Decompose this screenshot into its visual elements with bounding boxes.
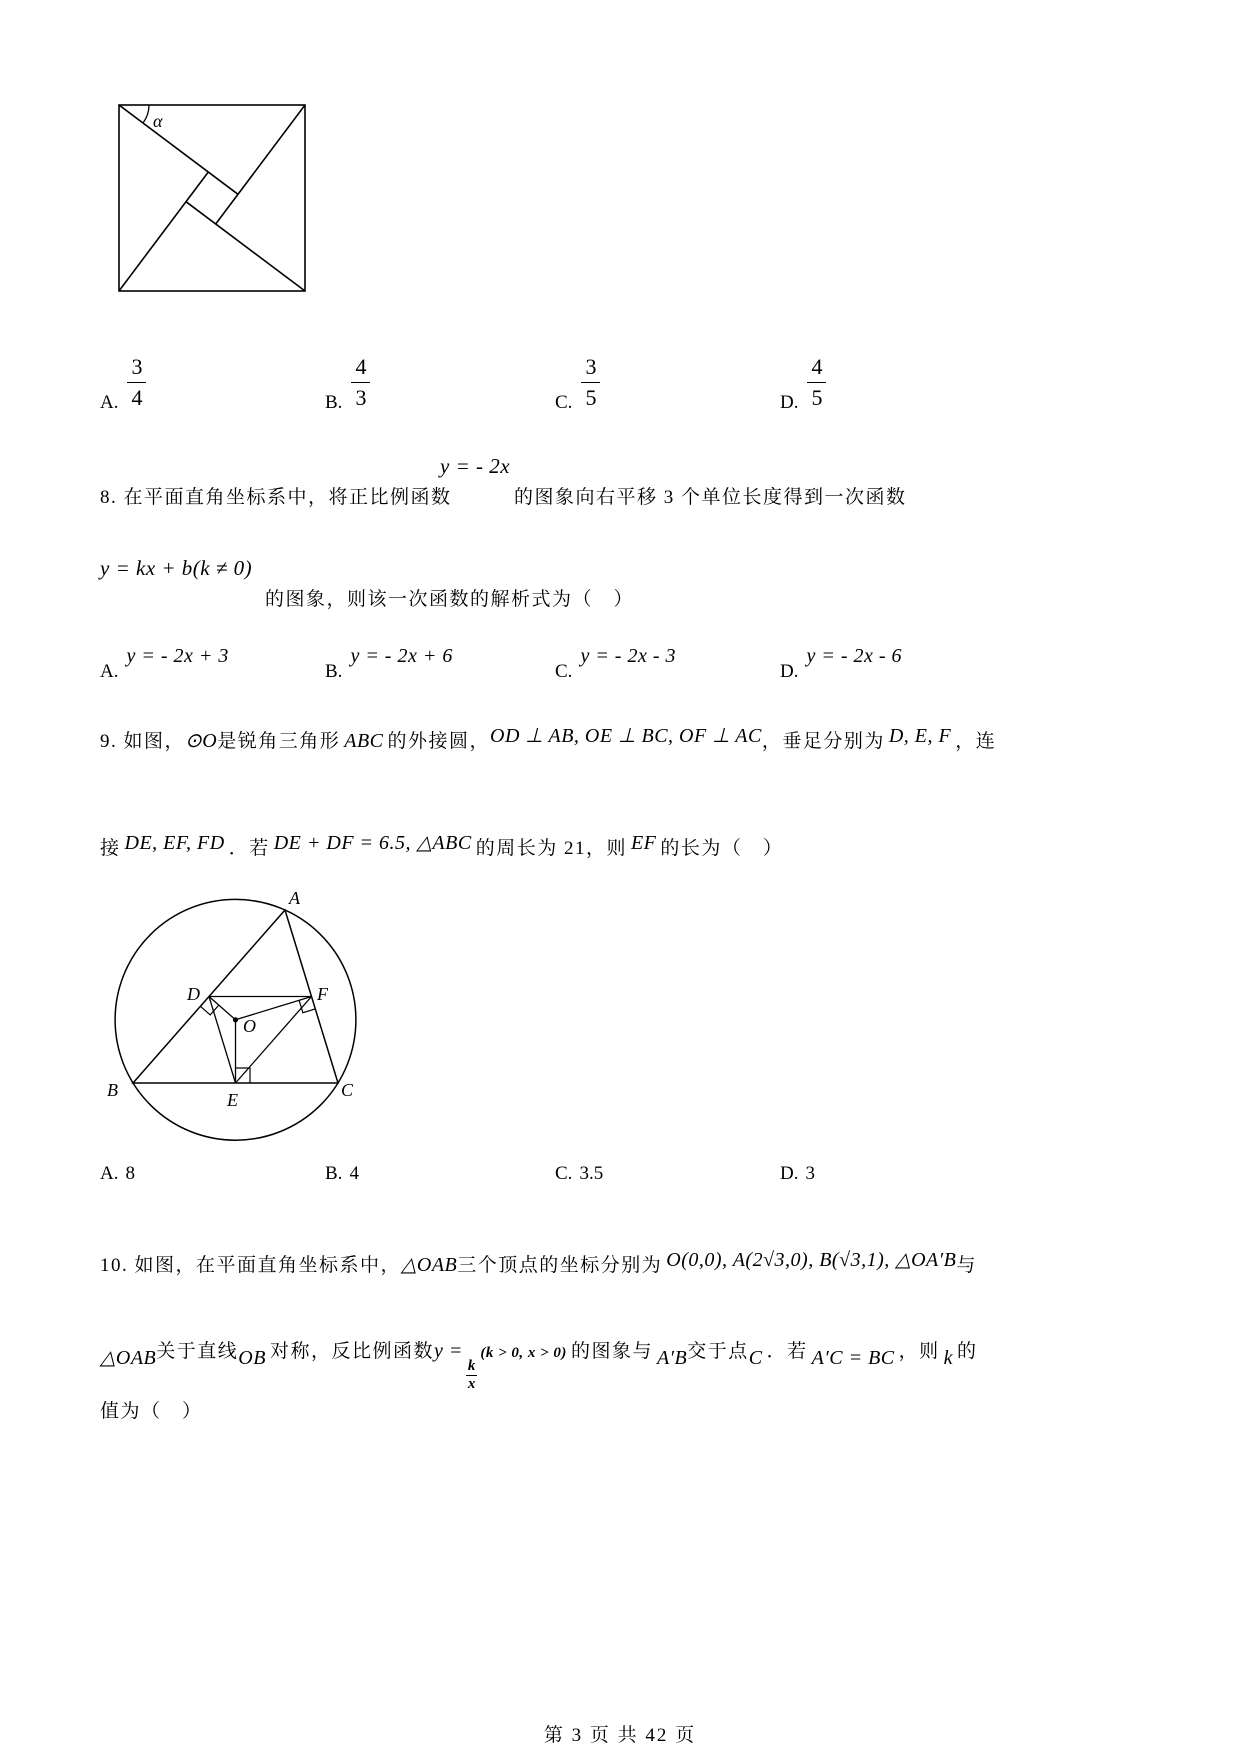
q10-text: 的 xyxy=(957,1341,978,1362)
label-f: F xyxy=(317,984,328,1004)
q10-text: 的图象与 xyxy=(570,1341,653,1362)
q9-text: 的周长为 21，则 xyxy=(475,838,627,859)
option-label: B. xyxy=(325,1163,343,1184)
q10-stem-line-2 xyxy=(100,1336,978,1394)
q10-math: △OAB xyxy=(401,1254,458,1276)
option-formula: y = - 2x + 6 xyxy=(350,645,453,667)
q9-math: OD ⊥ AB, OE ⊥ BC, OF ⊥ AC xyxy=(490,725,762,747)
option-formula: y = - 2x - 6 xyxy=(806,645,903,667)
segment-de xyxy=(209,997,236,1084)
q8-option-b xyxy=(325,645,453,683)
denominator: 5 xyxy=(585,385,597,410)
q10-text: 关于直线 xyxy=(156,1341,239,1362)
q10-math: O(0,0), A(2√3,0), B(√3,1), △OA′B xyxy=(666,1249,957,1271)
q10-math: OB xyxy=(238,1347,266,1369)
q10-text: 与 xyxy=(956,1255,977,1276)
option-label: D. xyxy=(780,1163,799,1184)
q9-option-a xyxy=(100,1163,135,1185)
q10-text: 10. 如图，在平面直角坐标系中， xyxy=(100,1255,402,1276)
q8-stem-text-3: 的图象，则该一次函数的解析式为（ ） xyxy=(265,589,635,610)
pinwheel-line-bottom-left xyxy=(119,172,208,291)
option-label: A. xyxy=(100,661,119,682)
q9-math: ABC xyxy=(344,730,384,752)
option-label: C. xyxy=(555,661,573,682)
numerator: 4 xyxy=(807,352,826,383)
page-footer: 第 3 页 共 42 页 xyxy=(543,1725,697,1746)
label-o: O xyxy=(243,1016,256,1036)
option-label: A. xyxy=(100,392,119,413)
option-label: B. xyxy=(325,661,343,682)
q8-stem-formula-1: y = - 2x xyxy=(440,454,511,478)
q9-stem-line-1 xyxy=(100,726,996,753)
q9-text: 9. 如图， xyxy=(100,731,186,752)
q7-option-c xyxy=(555,352,600,414)
q9-math: DE + DF = 6.5, △ABC xyxy=(273,832,472,854)
q9-math: ⊙O xyxy=(185,730,218,752)
q9-text: 是锐角三角形 xyxy=(217,731,341,752)
angle-alpha-label: α xyxy=(153,111,163,131)
q8-stem-formula-2: y = kx + b(k ≠ 0) xyxy=(100,556,253,580)
q9-option-c xyxy=(555,1163,603,1185)
fraction xyxy=(807,352,826,414)
denominator: 5 xyxy=(811,385,823,410)
q9-text: ．若 xyxy=(228,838,270,859)
option-formula: y = - 2x + 3 xyxy=(126,645,229,667)
label-e: E xyxy=(227,1090,238,1110)
q10-math: A′C = BC xyxy=(811,1347,895,1369)
numerator: 3 xyxy=(127,352,146,383)
q8-option-d xyxy=(780,645,902,683)
q10-math: △OAB xyxy=(100,1347,157,1369)
q9-text: 的外接圆， xyxy=(387,731,491,752)
q8-option-a xyxy=(100,645,229,683)
q8-stem-text-2: 的图象向右平移 3 个单位长度得到一次函数 xyxy=(514,487,907,508)
numerator: 4 xyxy=(351,352,370,383)
option-label: D. xyxy=(780,392,799,413)
center-point-o xyxy=(233,1017,238,1022)
q10-text: ，则 xyxy=(898,1341,940,1362)
fraction xyxy=(581,352,600,414)
q9-math: EF xyxy=(630,832,657,854)
q8-option-c xyxy=(555,645,676,683)
denominator: 3 xyxy=(355,385,367,410)
option-value: 4 xyxy=(349,1163,359,1184)
q10-stem-line-1 xyxy=(100,1250,977,1277)
pinwheel-line-bottom-right xyxy=(186,202,305,291)
pinwheel-square-figure xyxy=(117,103,307,293)
q9-option-d xyxy=(780,1163,815,1185)
option-label: C. xyxy=(555,392,573,413)
q9-option-b xyxy=(325,1163,359,1185)
segment-ef xyxy=(236,997,312,1084)
option-label: C. xyxy=(555,1163,573,1184)
label-a: A xyxy=(289,888,300,908)
angle-arc xyxy=(143,105,149,123)
pinwheel-line-top-right xyxy=(216,105,305,224)
label-b: B xyxy=(107,1080,118,1100)
option-label: A. xyxy=(100,1163,119,1184)
q10-math: C xyxy=(748,1347,763,1369)
label-d: D xyxy=(187,984,200,1004)
option-value: 3.5 xyxy=(579,1163,604,1184)
pinwheel-line-top-left xyxy=(119,105,238,194)
q10-math: A′B xyxy=(656,1347,688,1369)
q10-text: 交于点 xyxy=(687,1341,749,1362)
inverse-function-fraction xyxy=(466,1358,478,1394)
q7-option-d xyxy=(780,352,826,414)
option-value: 8 xyxy=(125,1163,135,1184)
q10-math: k xyxy=(943,1347,954,1369)
q10-text: ．若 xyxy=(766,1341,808,1362)
q10-text: 三个顶点的坐标分别为 xyxy=(457,1255,663,1276)
q8-stem-text-1: 8. 在平面直角坐标系中，将正比例函数 xyxy=(100,487,452,508)
q10-math: y = xyxy=(433,1340,463,1362)
q9-text: ，连 xyxy=(955,731,997,752)
right-angle-mark-d xyxy=(200,1005,218,1015)
option-label: B. xyxy=(325,392,343,413)
q10-stem-line-3: 值为（ ） xyxy=(100,1401,203,1422)
option-label: D. xyxy=(780,661,799,682)
q7-option-a xyxy=(100,352,146,414)
q10-math: (k > 0, x > 0) xyxy=(480,1345,567,1361)
q9-text: ，垂足分别为 xyxy=(761,731,885,752)
fraction xyxy=(127,352,146,414)
outer-square xyxy=(119,105,305,291)
q10-text: 对称，反比例函数 xyxy=(269,1341,434,1362)
q7-option-b xyxy=(325,352,370,414)
denominator: x xyxy=(467,1376,476,1393)
q9-math: D, E, F xyxy=(888,725,952,747)
option-value: 3 xyxy=(805,1163,815,1184)
q9-text: 接 xyxy=(100,838,121,859)
numerator: k xyxy=(466,1358,478,1376)
q9-text: 的长为（ ） xyxy=(660,838,784,859)
label-c: C xyxy=(341,1080,354,1100)
option-formula: y = - 2x - 3 xyxy=(580,645,677,667)
numerator: 3 xyxy=(581,352,600,383)
circumscribed-circle-figure xyxy=(105,850,375,1150)
denominator: 4 xyxy=(131,385,143,410)
fraction xyxy=(351,352,370,414)
q9-math: DE, EF, FD xyxy=(124,832,225,854)
